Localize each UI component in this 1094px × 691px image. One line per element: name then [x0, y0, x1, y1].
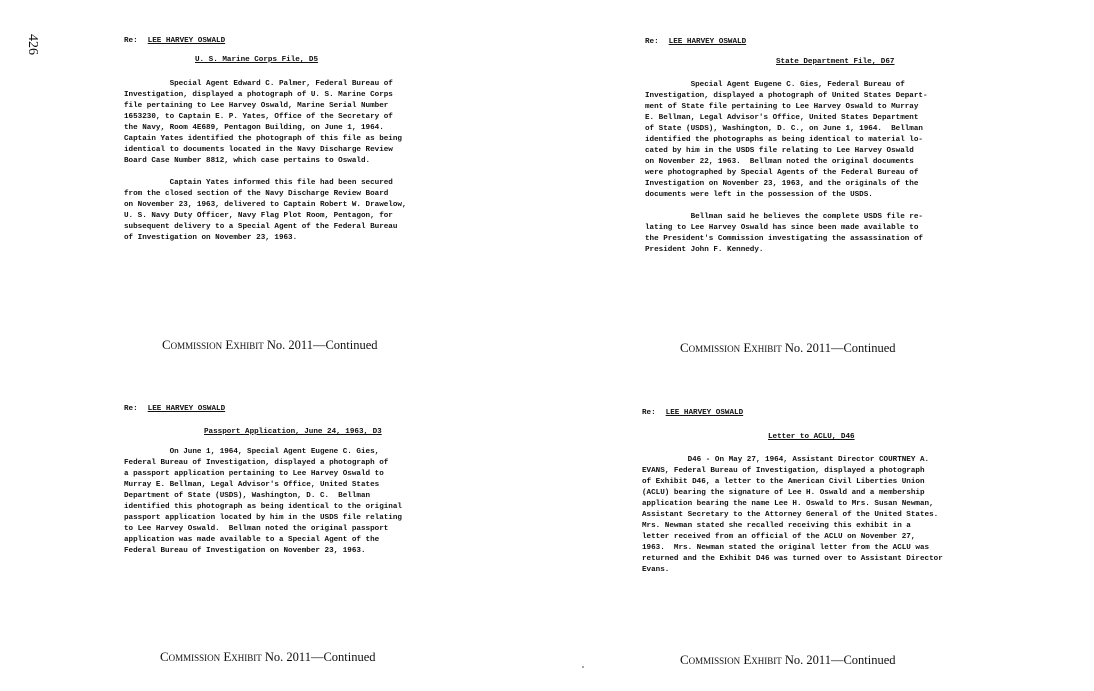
text-line: on November 22, 1963. Bellman noted the original documents	[645, 158, 914, 166]
text-line: the President's Commission investigating the assassination of	[645, 235, 923, 243]
text-line: 1653230, to Captain E. P. Yates, Office of the Secretary of	[124, 113, 393, 121]
text-line: Federal Bureau of Investigation, displayed a photograph of	[124, 459, 389, 467]
caption-rest: No. 2011—Continued	[266, 338, 378, 352]
caption-word: Exhibit	[225, 337, 264, 352]
text-line: were photographed by Special Agents of the Federal Bureau of	[645, 169, 919, 177]
text-line: returned and the Exhibit D46 was turned over to Assistant Director	[642, 555, 943, 563]
text-line: Captain Yates identified the photograph of this file as being	[124, 135, 402, 143]
text-line: Murray E. Bellman, Legal Advisor's Office, United States	[124, 481, 380, 489]
text-line: documents were left in the possession of the USDS.	[645, 191, 873, 199]
text-line: Investigation on November 23, 1963, and the originals of the	[645, 180, 919, 188]
caption-rest: No. 2011—Continued	[784, 341, 896, 355]
text-line: Investigation, displayed a photograph of U. S. Marine Corps	[124, 91, 393, 99]
re-name: LEE HARVEY OSWALD	[147, 405, 226, 413]
text-line: from the closed section of the Navy Discharge Review Board	[124, 190, 389, 198]
caption-rest: No. 2011—Continued	[264, 650, 376, 664]
re-label: Re:	[124, 37, 138, 45]
panel-body	[642, 455, 1022, 576]
text-line: application bearing the name Lee H. Oswald to Mrs. Susan Newman,	[642, 500, 934, 508]
text-line: E. Bellman, Legal Advisor's Office, United States Department	[645, 114, 919, 122]
text-line: Department of State (USDS), Washington, D. C. Bellman	[124, 492, 371, 500]
text-line: On June 1, 1964, Special Agent Eugene C. Gies,	[124, 448, 380, 456]
text-line: Federal Bureau of Investigation on November 23, 1963.	[124, 547, 366, 555]
panel-heading: Letter to ACLU, D46	[768, 433, 855, 441]
text-line: file pertaining to Lee Harvey Oswald, Marine Serial Number	[124, 102, 389, 110]
text-line: Mrs. Newman stated she recalled receiving this exhibit in a	[642, 522, 911, 530]
text-line: Assistant Secretary to the Attorney General of the United States.	[642, 511, 939, 519]
panel-heading: Passport Application, June 24, 1963, D3	[204, 428, 382, 436]
paragraph	[642, 455, 1022, 576]
exhibit-caption	[680, 652, 896, 668]
exhibit-caption	[162, 337, 378, 353]
text-line: D46 - On May 27, 1964, Assistant Director COURTNEY A.	[642, 456, 930, 464]
text-line: ment of State file pertaining to Lee Harvey Oswald to Murray	[645, 103, 919, 111]
caption-word: Commission	[680, 340, 741, 355]
text-line: Board Case Number 8812, which case pertains to Oswald.	[124, 157, 371, 165]
text-line: Investigation, displayed a photograph of United States Depart-	[645, 92, 928, 100]
text-line: cated by him in the USDS file relating to Lee Harvey Oswald	[645, 147, 914, 155]
text-line: identical to documents located in the Navy Discharge Review	[124, 146, 393, 154]
re-label: Re:	[642, 409, 656, 417]
re-label: Re:	[645, 38, 659, 46]
text-line: a passport application pertaining to Lee Harvey Oswald to	[124, 470, 384, 478]
re-name: LEE HARVEY OSWALD	[665, 409, 744, 417]
re-line	[645, 38, 746, 46]
caption-word: Commission	[680, 652, 741, 667]
text-line: identified this photograph as being identical to the original	[124, 503, 402, 511]
text-line: Special Agent Eugene C. Gies, Federal Bureau of	[645, 81, 905, 89]
caption-rest: No. 2011—Continued	[784, 653, 896, 667]
re-line	[642, 409, 743, 417]
text-line: Evans.	[642, 566, 670, 574]
text-line: (ACLU) bearing the signature of Lee H. Oswald and a membership	[642, 489, 925, 497]
caption-word: Exhibit	[223, 649, 262, 664]
exhibit-caption	[680, 340, 896, 356]
text-line: of Exhibit D46, a letter to the American Civil Liberties Union	[642, 478, 925, 486]
text-line: of State (USDS), Washington, D. C., on June 1, 1964. Bellman	[645, 125, 923, 133]
paragraph	[645, 80, 1005, 201]
text-line: to Lee Harvey Oswald. Bellman noted the original passport	[124, 525, 389, 533]
caption-word: Exhibit	[743, 340, 782, 355]
panel-body	[124, 79, 484, 244]
panel-body	[124, 447, 484, 557]
scan-speck	[582, 666, 584, 668]
paragraph	[124, 79, 484, 167]
text-line: application was made available to a Special Agent of the	[124, 536, 380, 544]
panel-heading: U. S. Marine Corps File, D5	[195, 56, 319, 64]
text-line: EVANS, Federal Bureau of Investigation, displayed a photograph	[642, 467, 925, 475]
text-line: 1963. Mrs. Newman stated the original letter from the ACLU was	[642, 544, 930, 552]
text-line: Bellman said he believes the complete USDS file re-	[645, 213, 923, 221]
text-line: the Navy, Room 4E689, Pentagon Building, on June 1, 1964.	[124, 124, 384, 132]
panel-body	[645, 80, 1005, 256]
paragraph	[124, 447, 484, 557]
caption-word: Exhibit	[743, 652, 782, 667]
text-line: passport application located by him in the USDS file relating	[124, 514, 402, 522]
re-line	[124, 405, 225, 413]
exhibit-caption	[160, 649, 376, 665]
page-number: 426	[25, 34, 40, 55]
panel-heading: State Department File, D67	[776, 58, 895, 66]
paragraph	[645, 212, 1005, 256]
re-label: Re:	[124, 405, 138, 413]
text-line: on November 23, 1963, delivered to Captain Robert W. Drawelow,	[124, 201, 407, 209]
re-name: LEE HARVEY OSWALD	[147, 37, 226, 45]
text-line: letter received from an official of the ACLU on November 27,	[642, 533, 916, 541]
caption-word: Commission	[162, 337, 223, 352]
text-line: U. S. Navy Duty Officer, Navy Flag Plot Room, Pentagon, for	[124, 212, 393, 220]
text-line: of Investigation on November 23, 1963.	[124, 234, 298, 242]
text-line: Special Agent Edward C. Palmer, Federal Bureau of	[124, 80, 393, 88]
text-line: subsequent delivery to a Special Agent of the Federal Bureau	[124, 223, 398, 231]
text-line: President John F. Kennedy.	[645, 246, 764, 254]
re-line	[124, 37, 225, 45]
re-name: LEE HARVEY OSWALD	[668, 38, 747, 46]
text-line: Captain Yates informed this file had been secured	[124, 179, 393, 187]
text-line: lating to Lee Harvey Oswald has since been made available to	[645, 224, 919, 232]
text-line: identified the photographs as being identical to material lo-	[645, 136, 923, 144]
caption-word: Commission	[160, 649, 221, 664]
paragraph	[124, 178, 484, 244]
